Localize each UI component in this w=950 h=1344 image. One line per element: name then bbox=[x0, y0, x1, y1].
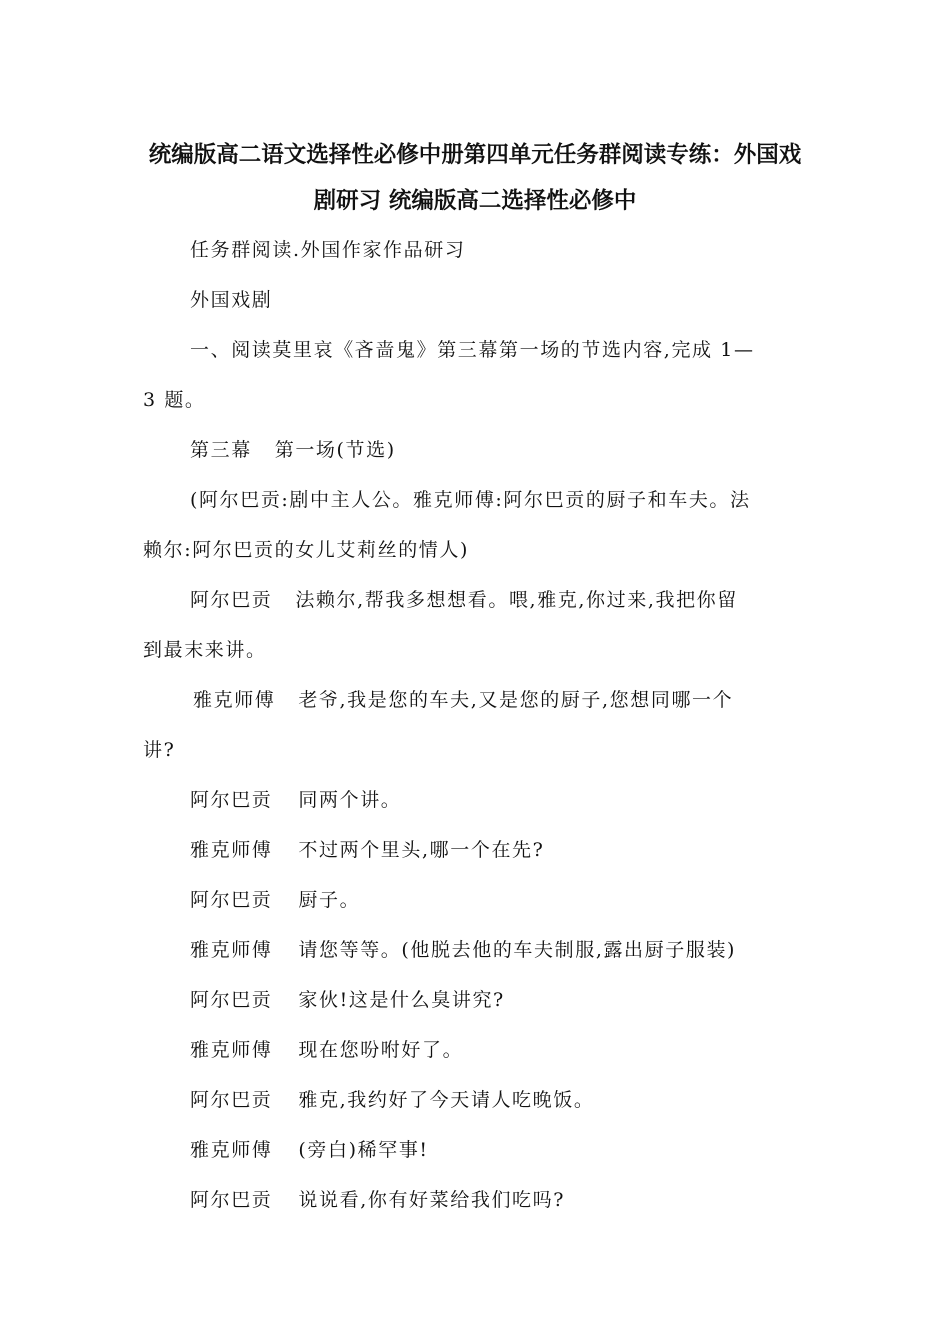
speech-text: 不过两个里头,哪一个在先? bbox=[298, 839, 545, 861]
dialogue-line bbox=[190, 1183, 565, 1217]
dialogue-paragraph-2-line-2: 讲? bbox=[143, 739, 176, 761]
dialogue-line bbox=[190, 1033, 463, 1067]
speaker-name: 阿尔巴贡 bbox=[190, 889, 273, 911]
speaker-name: 阿尔巴贡 bbox=[190, 789, 273, 811]
dialogue-line bbox=[190, 833, 544, 867]
dialogue-line bbox=[190, 883, 360, 917]
speaker-name: 阿尔巴贡 bbox=[190, 1089, 273, 1111]
speaker-name: 雅克师傅 bbox=[190, 1039, 273, 1061]
dialogue-line bbox=[190, 1083, 594, 1117]
speech-text: (旁白)稀罕事! bbox=[298, 1139, 429, 1161]
subheading: 任务群阅读.外国作家作品研习 bbox=[190, 239, 466, 261]
speech-text: 雅克,我约好了今天请人吃晚饭。 bbox=[298, 1089, 595, 1111]
dialogue-line bbox=[190, 933, 736, 967]
scene-heading: 第三幕 第一场(节选) bbox=[190, 439, 396, 461]
speech-text: 说说看,你有好菜给我们吃吗? bbox=[298, 1189, 566, 1211]
character-note-line-1: (阿尔巴贡:剧中主人公。雅克师傅:阿尔巴贡的厨子和车夫。法 bbox=[190, 489, 751, 511]
section-heading: 外国戏剧 bbox=[190, 289, 273, 311]
speech-text: 请您等等。(他脱去他的车夫制服,露出厨子服装) bbox=[298, 939, 737, 961]
document-title-line-1: 统编版高二语文选择性必修中册第四单元任务群阅读专练：外国戏 bbox=[148, 142, 802, 168]
speech-text: 现在您吩咐好了。 bbox=[298, 1039, 464, 1061]
dialogue-line bbox=[190, 1133, 429, 1167]
instruction-line-1: 一、阅读莫里哀《吝啬鬼》第三幕第一场的节选内容,完成 1— bbox=[190, 339, 755, 361]
dialogue-line bbox=[190, 983, 505, 1017]
document-title-line-2: 剧研习 统编版高二选择性必修中 bbox=[313, 188, 637, 214]
dialogue-line bbox=[190, 783, 401, 817]
dialogue-paragraph-1-line-2: 到最末来讲。 bbox=[143, 639, 267, 661]
dialogue-paragraph-1-line-1: 阿尔巴贡 法赖尔,帮我多想想看。喂,雅克,你过来,我把你留 bbox=[190, 589, 738, 611]
speaker-name: 阿尔巴贡 bbox=[190, 989, 273, 1011]
character-note-line-2: 赖尔:阿尔巴贡的女儿艾莉丝的情人) bbox=[143, 539, 470, 561]
speaker-name: 雅克师傅 bbox=[190, 1139, 273, 1161]
speech-text: 厨子。 bbox=[298, 889, 361, 911]
speaker-name: 雅克师傅 bbox=[190, 839, 273, 861]
speaker-name: 阿尔巴贡 bbox=[190, 1189, 273, 1211]
instruction-line-2: 3 题。 bbox=[143, 389, 206, 411]
speaker-name: 雅克师傅 bbox=[190, 939, 273, 961]
speech-text: 同两个讲。 bbox=[298, 789, 402, 811]
speech-text: 家伙!这是什么臭讲究? bbox=[298, 989, 505, 1011]
dialogue-paragraph-2-line-1: 雅克师傅 老爷,我是您的车夫,又是您的厨子,您想同哪一个 bbox=[193, 689, 734, 711]
